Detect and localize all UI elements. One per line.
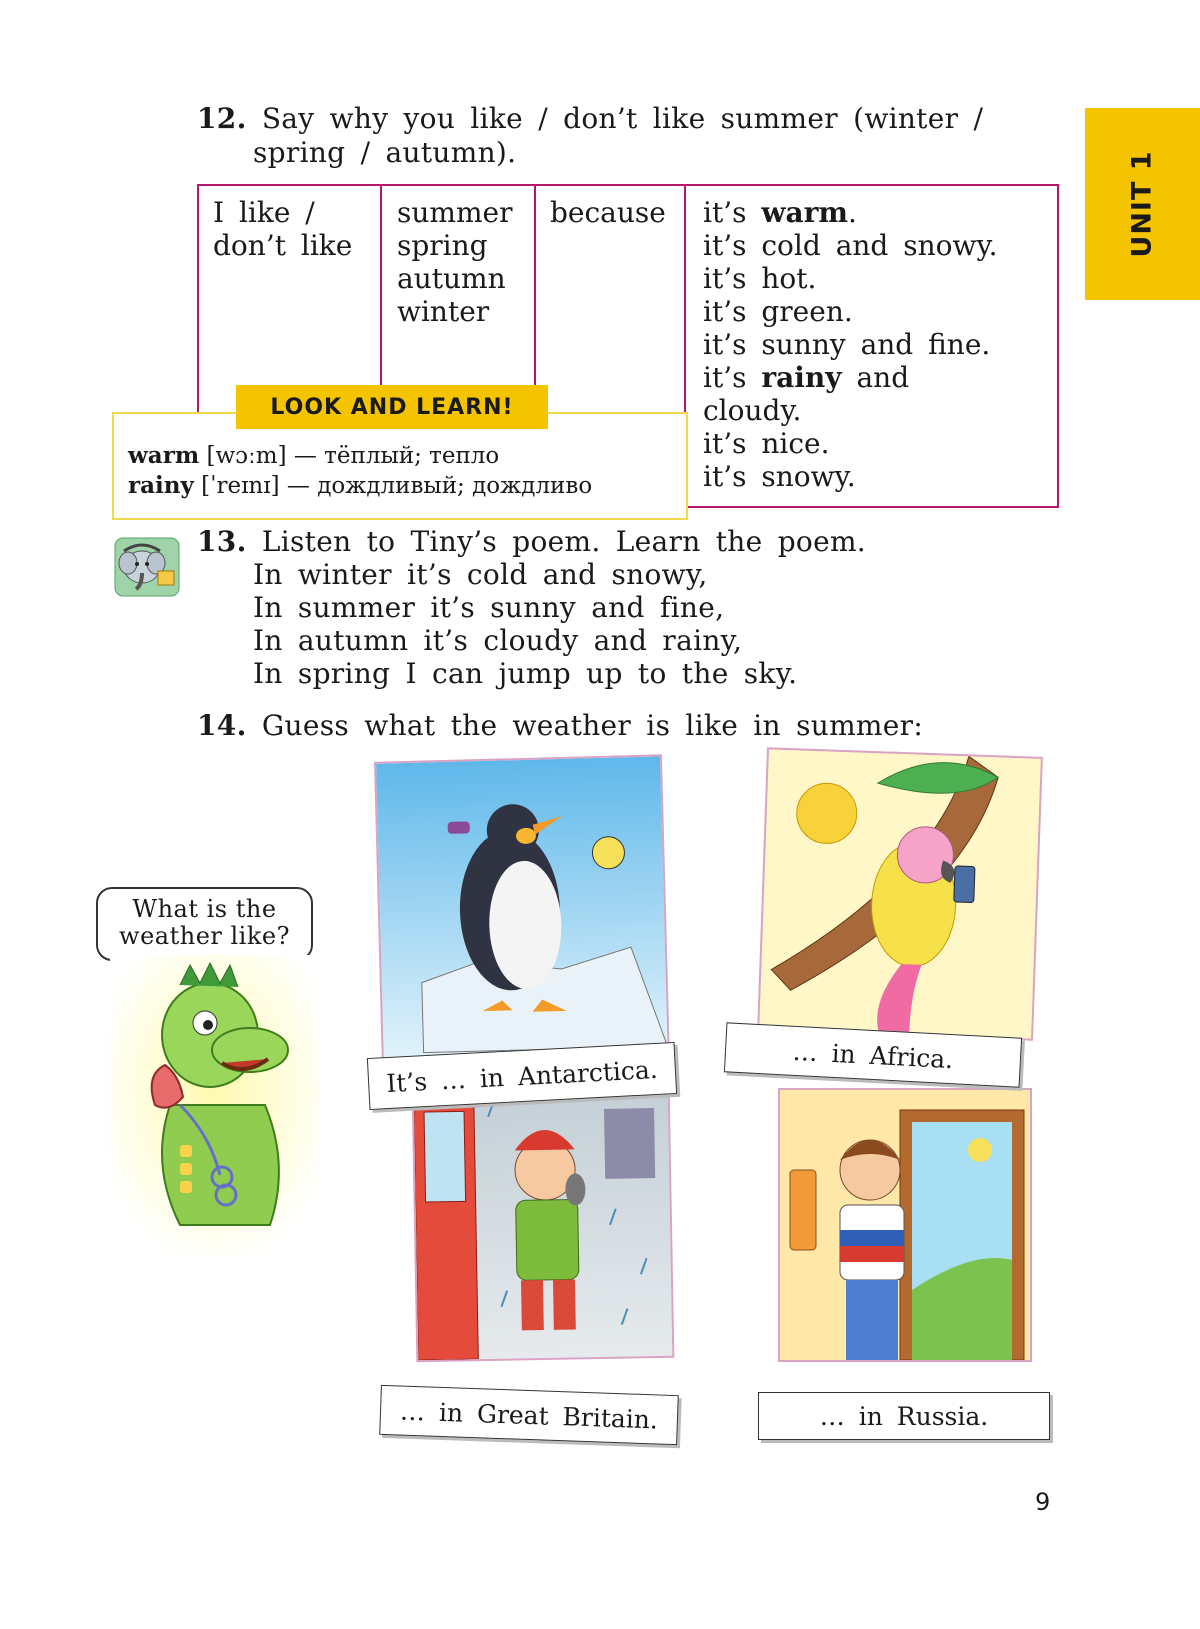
reason-text-end: . xyxy=(848,196,857,229)
bubble-line: What is the xyxy=(132,895,277,923)
reason-text-end: and xyxy=(841,361,910,394)
reason-text: it’s xyxy=(703,361,762,394)
vocab-word: warm xyxy=(128,442,200,469)
reason-text: it’s green. xyxy=(703,295,853,328)
vocab-translation: дождливый; дождливо xyxy=(317,473,593,499)
caption-africa: … in Africa. xyxy=(724,1022,1022,1087)
britain-picture xyxy=(412,1086,675,1362)
poem-line: In winter it’s cold and snowy, xyxy=(253,558,708,591)
table-cell: spring xyxy=(397,229,488,262)
table-cell: I like / xyxy=(213,196,315,229)
poem-line: In spring I can jump up to the sky. xyxy=(253,657,798,690)
table-cell xyxy=(703,328,997,361)
table-cell xyxy=(703,394,997,427)
ex12-line1: Say why you like / don’t like summer (winter / xyxy=(261,102,984,135)
table-cell xyxy=(703,196,997,229)
table-cell xyxy=(703,460,997,493)
unit-tab xyxy=(1085,108,1200,300)
table-cell: winter xyxy=(397,295,490,328)
ex13-number: 13. xyxy=(197,525,247,558)
ex13-instruction: Listen to Tiny’s poem. Learn the poem. xyxy=(261,525,867,558)
dragon-illustration xyxy=(110,955,320,1255)
table-col-like xyxy=(213,196,352,262)
ex14-number: 14. xyxy=(197,709,247,742)
reason-text: cloudy. xyxy=(703,394,802,427)
unit-tab-label: UNIT 1 xyxy=(1126,150,1158,258)
table-col-because xyxy=(550,196,666,229)
vocab-transcription: [ˈreɪnɪ] xyxy=(201,473,280,499)
poem-line: In summer it’s sunny and fine, xyxy=(253,591,725,624)
table-cell: summer xyxy=(397,196,513,229)
table-col-seasons xyxy=(397,196,512,328)
ex14-heading xyxy=(197,709,923,742)
ex13-heading xyxy=(197,525,866,558)
table-cell xyxy=(703,229,997,262)
vocab-transcription: [wɔːm] xyxy=(206,443,287,469)
ex12-number: 12. xyxy=(197,102,247,135)
look-and-learn-label: LOOK AND LEARN! xyxy=(236,385,548,429)
speech-bubble xyxy=(96,887,313,961)
table-cell xyxy=(703,427,997,460)
caption-britain: … in Great Britain. xyxy=(379,1385,679,1445)
table-cell: because xyxy=(550,196,666,229)
ex14-instruction: Guess what the weather is like in summer: xyxy=(261,709,924,742)
audio-elephant-icon xyxy=(114,537,180,597)
reason-text: it’s sunny and fine. xyxy=(703,328,991,361)
bubble-line: weather like? xyxy=(119,922,290,950)
caption-antarctica: It’s … in Antarctica. xyxy=(367,1042,677,1110)
reason-text: it’s xyxy=(703,196,762,229)
table-cell xyxy=(703,262,997,295)
parrot-picture xyxy=(757,747,1043,1040)
ex12-line2: spring / autumn). xyxy=(253,136,517,169)
poem-line: In autumn it’s cloudy and rainy, xyxy=(253,624,743,657)
table-cell: autumn xyxy=(397,262,506,295)
table-cell xyxy=(703,361,997,394)
vocab-word: rainy xyxy=(128,472,194,499)
ex12-heading xyxy=(197,102,983,135)
russia-picture xyxy=(778,1088,1032,1362)
vocab-dash: — xyxy=(293,443,317,469)
caption-russia: … in Russia. xyxy=(758,1392,1050,1440)
page-number: 9 xyxy=(1035,1488,1051,1516)
vocab-entry-warm xyxy=(128,442,499,469)
reason-bold-word: rainy xyxy=(761,361,842,394)
reason-text: it’s snowy. xyxy=(703,460,856,493)
reason-text: it’s hot. xyxy=(703,262,817,295)
table-col-reasons xyxy=(703,196,997,493)
reason-text: it’s cold and snowy. xyxy=(703,229,998,262)
vocab-translation: тёплый; тепло xyxy=(324,443,500,469)
table-cell: don’t like xyxy=(213,229,353,262)
reason-bold-word: warm xyxy=(761,196,849,229)
reason-text: it’s nice. xyxy=(703,427,830,460)
table-cell xyxy=(703,295,997,328)
vocab-dash: — xyxy=(286,473,310,499)
penguin-picture xyxy=(374,754,670,1071)
vocab-entry-rainy xyxy=(128,472,592,499)
